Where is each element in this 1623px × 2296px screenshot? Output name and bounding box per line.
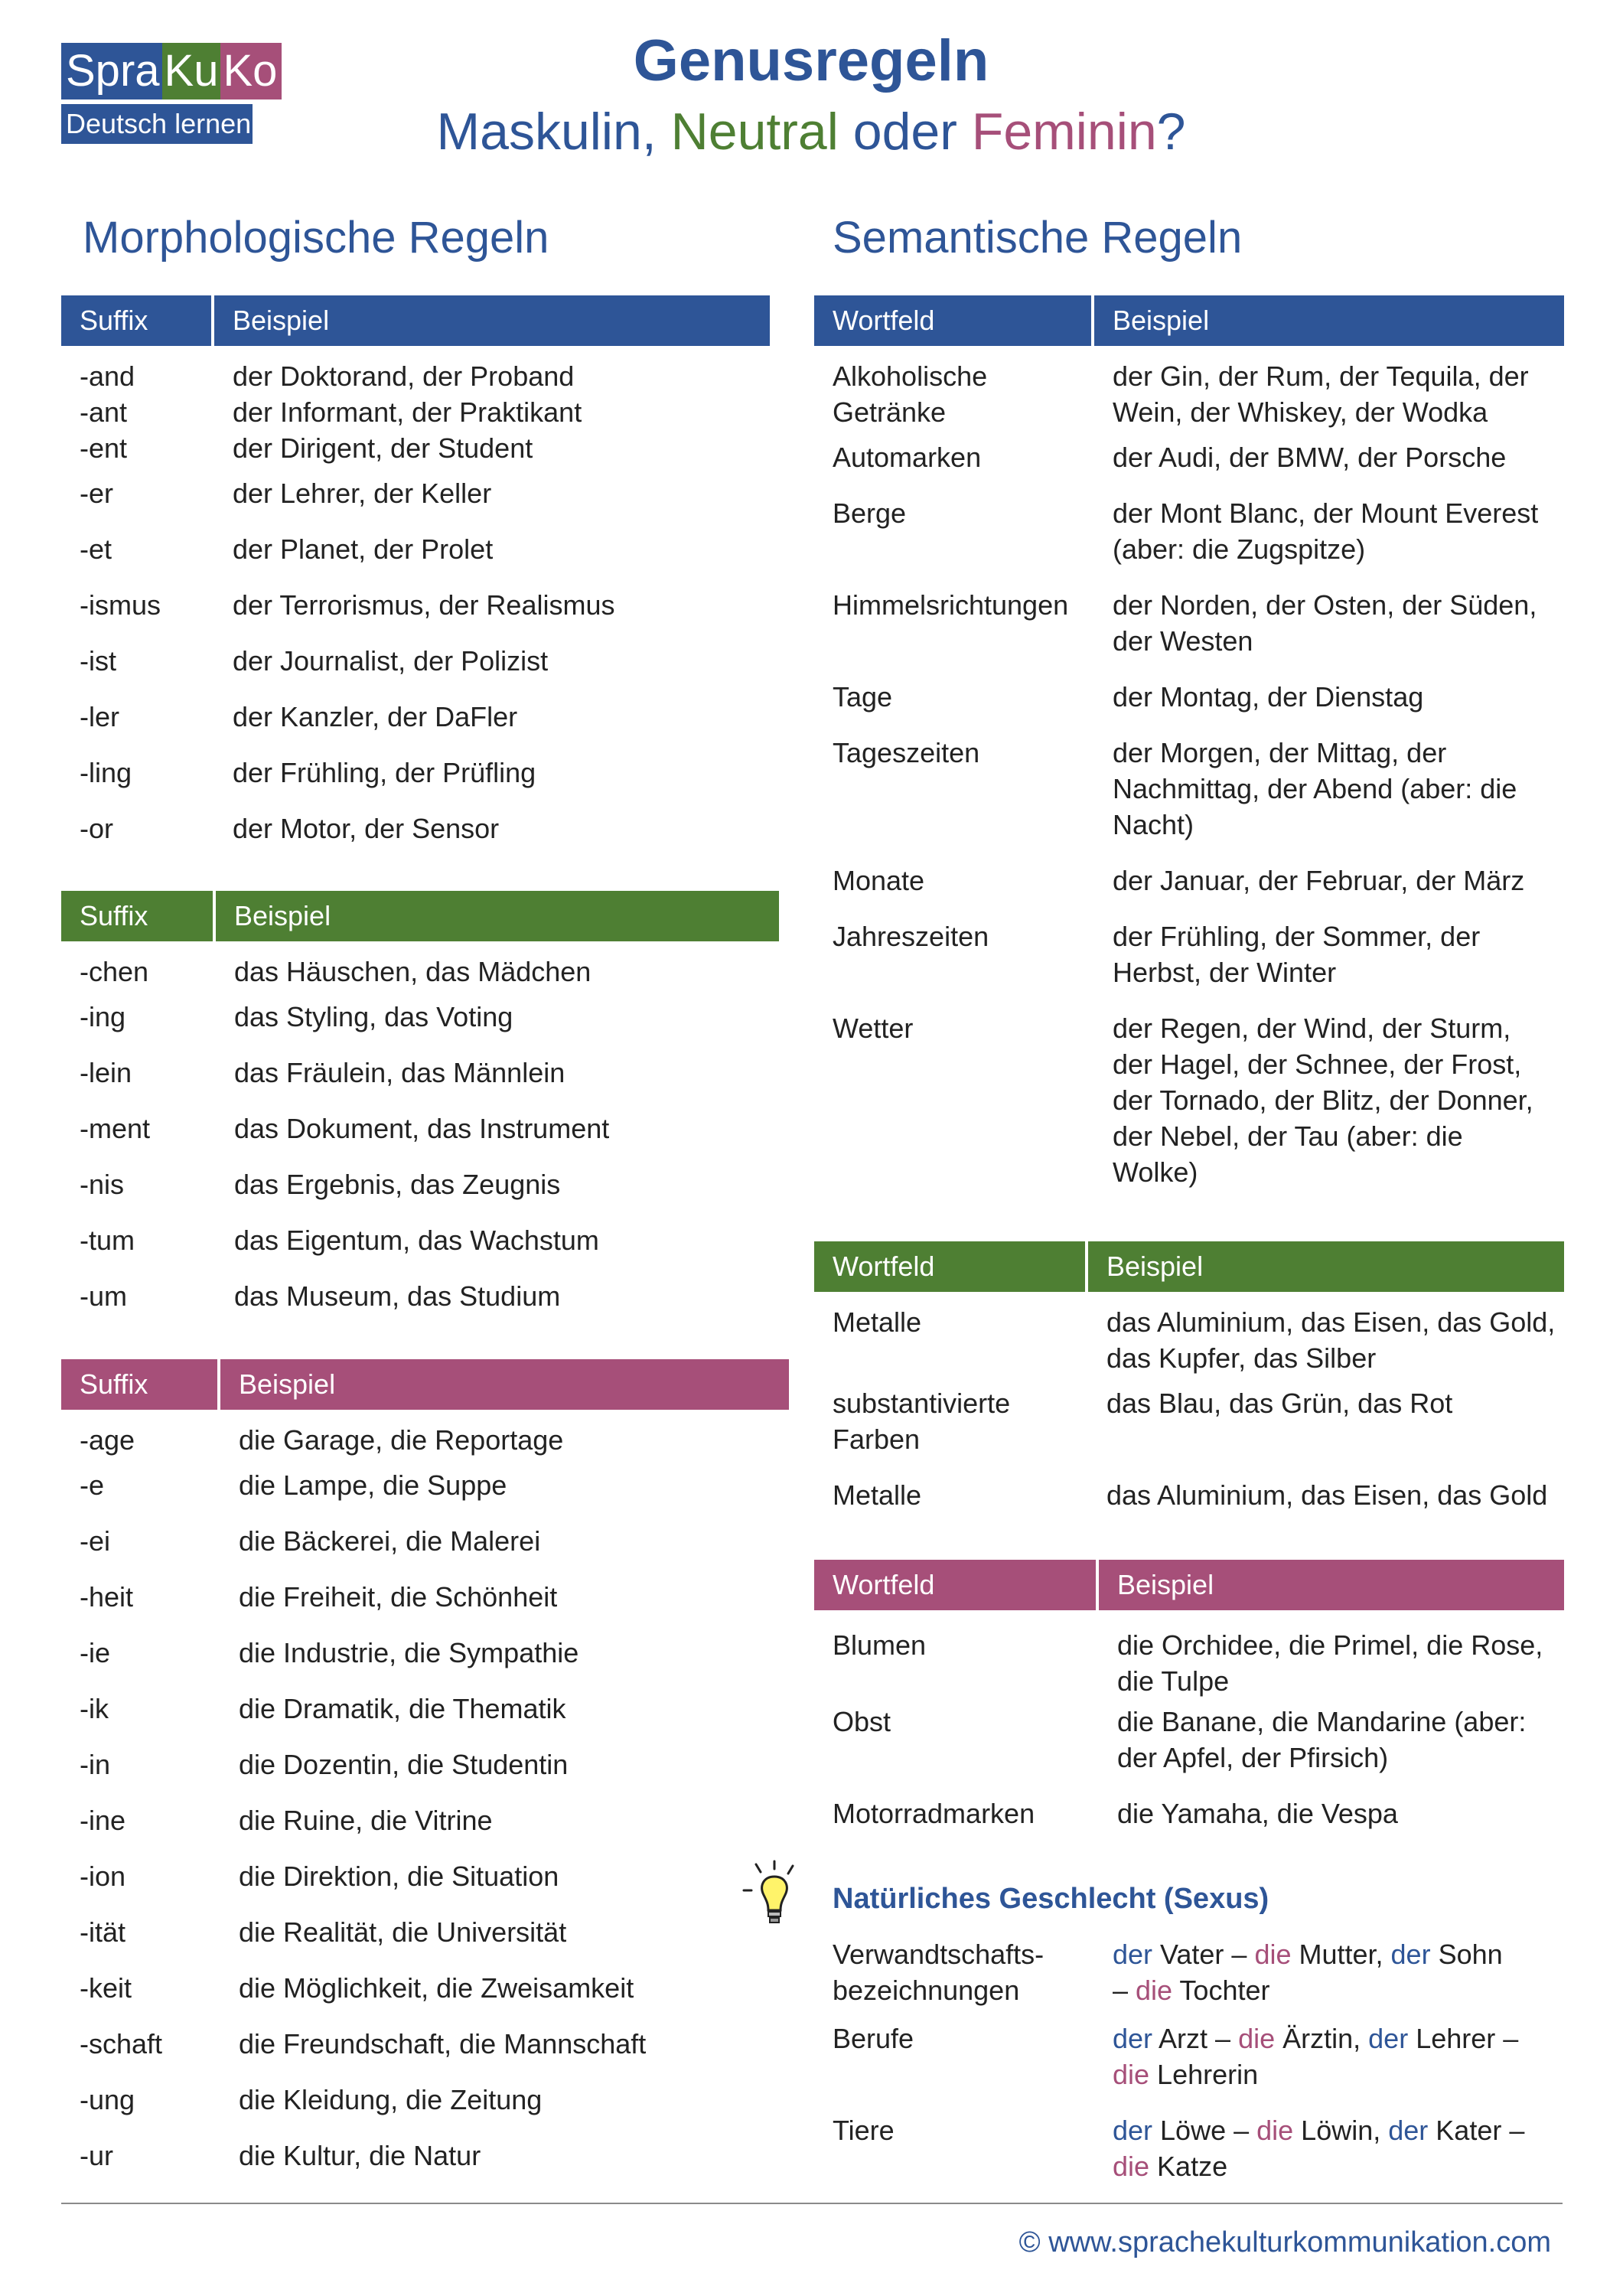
cell-example: das Museum, das Studium: [234, 1280, 561, 1312]
table-row: [61, 1109, 779, 1165]
cell-example: [1094, 2020, 1564, 2112]
cell-key: -age: [80, 1424, 135, 1456]
logo-tagline: Deutsch lernen: [61, 104, 253, 144]
table-body: [61, 1410, 789, 2192]
cell-example: der Morgen, der Mittag, der Nachmittag, der Abend (aber: die Nacht): [1113, 737, 1517, 840]
footer-divider: [61, 2203, 1563, 2204]
header-example: Beispiel: [1088, 1241, 1564, 1292]
cell-example: die Yamaha, die Vespa: [1117, 1798, 1398, 1829]
table-row: [61, 1053, 779, 1109]
sem-heading: Semantische Regeln: [833, 213, 1243, 263]
text-segment: Arzt –: [1152, 2023, 1239, 2054]
cell-key: Motorradmarken: [833, 1798, 1035, 1829]
logo: [61, 43, 278, 144]
text-segment: Mutter,: [1291, 1939, 1391, 1970]
table-row: [61, 1277, 779, 1332]
cell-example: der Terrorismus, der Realismus: [233, 589, 615, 621]
table-row: [61, 1689, 789, 1745]
table-row: [814, 733, 1564, 861]
cell-example: der Norden, der Osten, der Süden, der Westen: [1113, 589, 1537, 657]
cell-example: der Kanzler, der DaFler: [233, 701, 518, 732]
article-feminine: die: [1113, 2059, 1150, 2090]
table-row: [814, 494, 1564, 585]
cell-key: Himmelsrichtungen: [833, 589, 1069, 621]
table-body: [61, 346, 770, 865]
cell-example: die Banane, die Mandarine (aber: der Apfel, der Pfirsich): [1117, 1706, 1527, 1773]
cell-example: die Freiheit, die Schönheit: [239, 1581, 558, 1613]
sexus-table: [814, 1929, 1564, 2204]
logo-part-2: Ku: [162, 43, 221, 99]
cell-example: die Dramatik, die Thematik: [239, 1693, 566, 1724]
table-row: [61, 1968, 789, 2024]
cell-example: der Frühling, der Prüfling: [233, 757, 536, 788]
sexus-heading: Natürliches Geschlecht (Sexus): [833, 1883, 1269, 1915]
table-row: [814, 346, 1564, 438]
table-row: [61, 1577, 789, 1633]
cell-key: -schaft: [80, 2028, 163, 2060]
table-row: [814, 677, 1564, 733]
table-row: [814, 861, 1564, 917]
cell-key: -ion: [80, 1861, 126, 1892]
cell-example: die Freundschaft, die Mannschaft: [239, 2028, 647, 2060]
header-wortfeld: Wortfeld: [814, 295, 1094, 346]
table-row: [61, 753, 770, 809]
table-row: [61, 1633, 789, 1689]
table-row: [61, 585, 770, 641]
table-row: [814, 1292, 1564, 1384]
cell-key: Tageszeiten: [833, 737, 980, 768]
cell-example: die Realität, die Universität: [239, 1916, 567, 1948]
article-feminine: die: [1113, 2151, 1150, 2182]
table-row: [61, 997, 779, 1053]
cell-example: das Häuschen, das Mädchen: [234, 956, 592, 987]
subtitle-question-mark: ?: [1156, 103, 1186, 161]
cell-key: Metalle: [833, 1306, 922, 1338]
table-row: [61, 1857, 789, 1913]
article-masculine: der: [1113, 2115, 1153, 2146]
table-row: [61, 941, 779, 997]
table-row: [814, 1610, 1564, 1702]
header-suffix: Suffix: [61, 1359, 220, 1410]
sem-masc-table: [814, 295, 1564, 1208]
table-row: [61, 641, 770, 697]
header-suffix: Suffix: [61, 891, 216, 941]
table-row: [61, 346, 770, 474]
cell-example: der Journalist, der Polizist: [233, 645, 549, 677]
cell-key: -ur: [80, 2140, 113, 2171]
cell-key: Blumen: [833, 1629, 927, 1661]
cell-key: -ei: [80, 1525, 111, 1557]
table-row: [814, 585, 1564, 677]
table-row: [814, 1384, 1564, 1476]
cell-key: -ing: [80, 1001, 126, 1032]
sem-fem-table: [814, 1560, 1564, 1850]
table-body: [814, 346, 1564, 1208]
table-row: [61, 1221, 779, 1277]
cell-key: -ling: [80, 757, 132, 788]
cell-example: die Garage, die Reportage: [239, 1424, 564, 1456]
table-row: [814, 1702, 1564, 1794]
cell-key: -and -ant -ent: [80, 360, 135, 464]
text-segment: Tochter: [1172, 1975, 1270, 2006]
table-row: [61, 1165, 779, 1221]
subtitle-neutral: Neutral: [670, 103, 839, 161]
text-segment: Lehrerin: [1149, 2059, 1259, 2090]
cell-key: -ität: [80, 1916, 126, 1948]
copyright: © www.sprachekulturkommunikation.com: [1018, 2226, 1551, 2258]
cell-key: -ie: [80, 1637, 111, 1668]
morph-heading: Morphologische Regeln: [83, 213, 549, 263]
cell-example: der Audi, der BMW, der Porsche: [1113, 442, 1507, 473]
text-segment: Ärztin,: [1275, 2023, 1369, 2054]
table-row: [61, 1410, 789, 1466]
text-segment: Löwin,: [1293, 2115, 1389, 2146]
cell-example: das Dokument, das Instrument: [234, 1113, 610, 1144]
cell-key: Monate: [833, 865, 925, 896]
cell-example: das Aluminium, das Eisen, das Gold, das Kupfer, das Silber: [1106, 1306, 1556, 1374]
table-row: [814, 1009, 1564, 1208]
subtitle-masculine: Maskulin,: [436, 103, 657, 161]
cell-key: -nis: [80, 1169, 125, 1200]
cell-example: der Motor, der Sensor: [233, 813, 500, 844]
text-segment: Löwe –: [1152, 2115, 1257, 2146]
table-row: [61, 2024, 789, 2080]
cell-example: der Planet, der Prolet: [233, 533, 494, 565]
cell-key: -ine: [80, 1805, 126, 1836]
page-title: Genusregeln: [633, 28, 989, 93]
cell-key: -ment: [80, 1113, 151, 1144]
text-segment: Sohn –: [1113, 1939, 1503, 2006]
cell-example: das Blau, das Grün, das Rot: [1106, 1388, 1453, 1419]
table-row: [814, 1929, 1564, 2020]
cell-key: -um: [80, 1280, 127, 1312]
header-example: Beispiel: [214, 295, 770, 346]
cell-key: Tage: [833, 681, 893, 713]
table-row: [61, 2136, 789, 2192]
cell-key: Alkoholische Getränke: [833, 360, 988, 428]
logo-part-1: Spra: [61, 43, 162, 99]
morph-masc-table: [61, 295, 770, 865]
table-row: [61, 697, 770, 753]
cell-example: das Fräulein, das Männlein: [234, 1057, 565, 1088]
logo-part-3: Ko: [220, 43, 282, 99]
cell-example: das Aluminium, das Eisen, das Gold: [1106, 1479, 1548, 1511]
header-example: Beispiel: [1099, 1560, 1564, 1610]
article-feminine: die: [1254, 1939, 1292, 1970]
cell-example: [1094, 2112, 1564, 2204]
header-example: Beispiel: [220, 1359, 789, 1410]
table-row: [61, 474, 770, 530]
cell-example: der Regen, der Wind, der Sturm, der Hagel, der Schnee, der Frost, der Tornado, der Blitz, der Donner, der Nebel, der Tau (aber: die Wolke): [1113, 1013, 1533, 1188]
cell-key: -ist: [80, 645, 116, 677]
cell-key: -et: [80, 533, 112, 565]
table-body: [814, 1610, 1564, 1850]
cell-example: die Kultur, die Natur: [239, 2140, 481, 2171]
header-example: Beispiel: [216, 891, 779, 941]
table-row: [814, 1476, 1564, 1531]
table-row: [814, 1794, 1564, 1850]
text-segment: Vater –: [1152, 1939, 1255, 1970]
cell-key: Wetter: [833, 1013, 914, 1044]
article-feminine: die: [1136, 1975, 1173, 2006]
cell-key: -e: [80, 1469, 105, 1501]
cell-key: -er: [80, 478, 113, 509]
text-segment: Lehrer –: [1416, 2023, 1519, 2054]
cell-key: -chen: [80, 956, 149, 987]
sem-neut-table: [814, 1241, 1564, 1531]
table-header: [61, 295, 770, 346]
cell-example: die Kleidung, die Zeitung: [239, 2084, 543, 2115]
table-row: [61, 2080, 789, 2136]
subtitle-or: oder: [852, 103, 957, 161]
article-masculine: der: [1113, 1939, 1153, 1970]
table-row: [61, 530, 770, 585]
table-body: [814, 1929, 1564, 2204]
table-row: [61, 1466, 789, 1521]
cell-key: -tum: [80, 1225, 135, 1256]
cell-key: -ik: [80, 1693, 109, 1724]
cell-key: substantivierte Farben: [833, 1388, 1011, 1455]
cell-key: Tiere: [833, 2115, 895, 2146]
table-body: [61, 941, 779, 1332]
header-example: Beispiel: [1094, 295, 1564, 346]
table-header: [814, 1560, 1564, 1610]
article-masculine: der: [1368, 2023, 1409, 2054]
cell-key: -or: [80, 813, 113, 844]
table-row: [814, 2112, 1564, 2204]
cell-key: Berge: [833, 497, 907, 529]
table-row: [814, 917, 1564, 1009]
cell-example: der Lehrer, der Keller: [233, 478, 492, 509]
morph-neut-table: [61, 891, 779, 1332]
cell-key: Verwandtschafts- bezeichnungen: [833, 1939, 1045, 2006]
subtitle-feminine: Feminin: [971, 103, 1157, 161]
table-header: [61, 1359, 789, 1410]
table-row: [61, 809, 770, 865]
cell-key: -in: [80, 1749, 111, 1780]
cell-key: -lein: [80, 1057, 132, 1088]
lightbulb-icon: [741, 1860, 802, 1929]
article-masculine: der: [1388, 2115, 1429, 2146]
text-segment: Kater –: [1436, 2115, 1525, 2146]
header-wortfeld: Wortfeld: [814, 1560, 1099, 1610]
table-row: [814, 2020, 1564, 2112]
cell-example: der Doktorand, der Proband der Informant, der Praktikant der Dirigent, der Student: [233, 360, 582, 464]
header-wortfeld: Wortfeld: [814, 1241, 1088, 1292]
cell-example: der Mont Blanc, der Mount Everest (aber: die Zugspitze): [1113, 497, 1539, 565]
cell-example: der Januar, der Februar, der März: [1113, 865, 1525, 896]
morph-fem-table: [61, 1359, 789, 2192]
table-row: [61, 1913, 789, 1968]
cell-example: die Lampe, die Suppe: [239, 1469, 507, 1501]
logo-mark: [61, 43, 278, 99]
cell-example: das Ergebnis, das Zeugnis: [234, 1169, 561, 1200]
text-segment: Katze: [1149, 2151, 1228, 2182]
cell-key: Berufe: [833, 2023, 914, 2054]
article-feminine: die: [1256, 2115, 1294, 2146]
cell-example: das Eigentum, das Wachstum: [234, 1225, 599, 1256]
cell-key: -ismus: [80, 589, 161, 621]
cell-example: der Frühling, der Sommer, der Herbst, der Winter: [1113, 921, 1481, 988]
table-row: [61, 1745, 789, 1801]
cell-example: die Möglichkeit, die Zweisamkeit: [239, 1972, 634, 2004]
cell-key: -ung: [80, 2084, 135, 2115]
cell-key: Obst: [833, 1706, 891, 1737]
page-subtitle: [321, 103, 1301, 161]
cell-example: die Ruine, die Vitrine: [239, 1805, 493, 1836]
table-row: [61, 1521, 789, 1577]
cell-key: -heit: [80, 1581, 134, 1613]
table-body: [814, 1292, 1564, 1531]
cell-example: die Bäckerei, die Malerei: [239, 1525, 541, 1557]
table-row: [61, 1801, 789, 1857]
cell-example: der Gin, der Rum, der Tequila, der Wein, der Whiskey, der Wodka: [1113, 360, 1529, 428]
cell-key: -ler: [80, 701, 119, 732]
table-header: [61, 891, 779, 941]
table-header: [814, 295, 1564, 346]
cell-example: der Montag, der Dienstag: [1113, 681, 1424, 713]
cell-example: die Dozentin, die Studentin: [239, 1749, 569, 1780]
article-feminine: die: [1238, 2023, 1276, 2054]
cell-example: die Orchidee, die Primel, die Rose, die Tulpe: [1117, 1629, 1543, 1697]
cell-key: Metalle: [833, 1479, 922, 1511]
cell-key: Jahreszeiten: [833, 921, 989, 952]
article-masculine: der: [1113, 2023, 1153, 2054]
header-suffix: Suffix: [61, 295, 214, 346]
cell-example: die Industrie, die Sympathie: [239, 1637, 579, 1668]
cell-key: Automarken: [833, 442, 982, 473]
table-header: [814, 1241, 1564, 1292]
cell-example: das Styling, das Voting: [234, 1001, 513, 1032]
cell-key: -keit: [80, 1972, 132, 2004]
article-masculine: der: [1390, 1939, 1431, 1970]
cell-example: [1094, 1936, 1564, 2020]
table-row: [814, 438, 1564, 494]
cell-example: die Direktion, die Situation: [239, 1861, 559, 1892]
